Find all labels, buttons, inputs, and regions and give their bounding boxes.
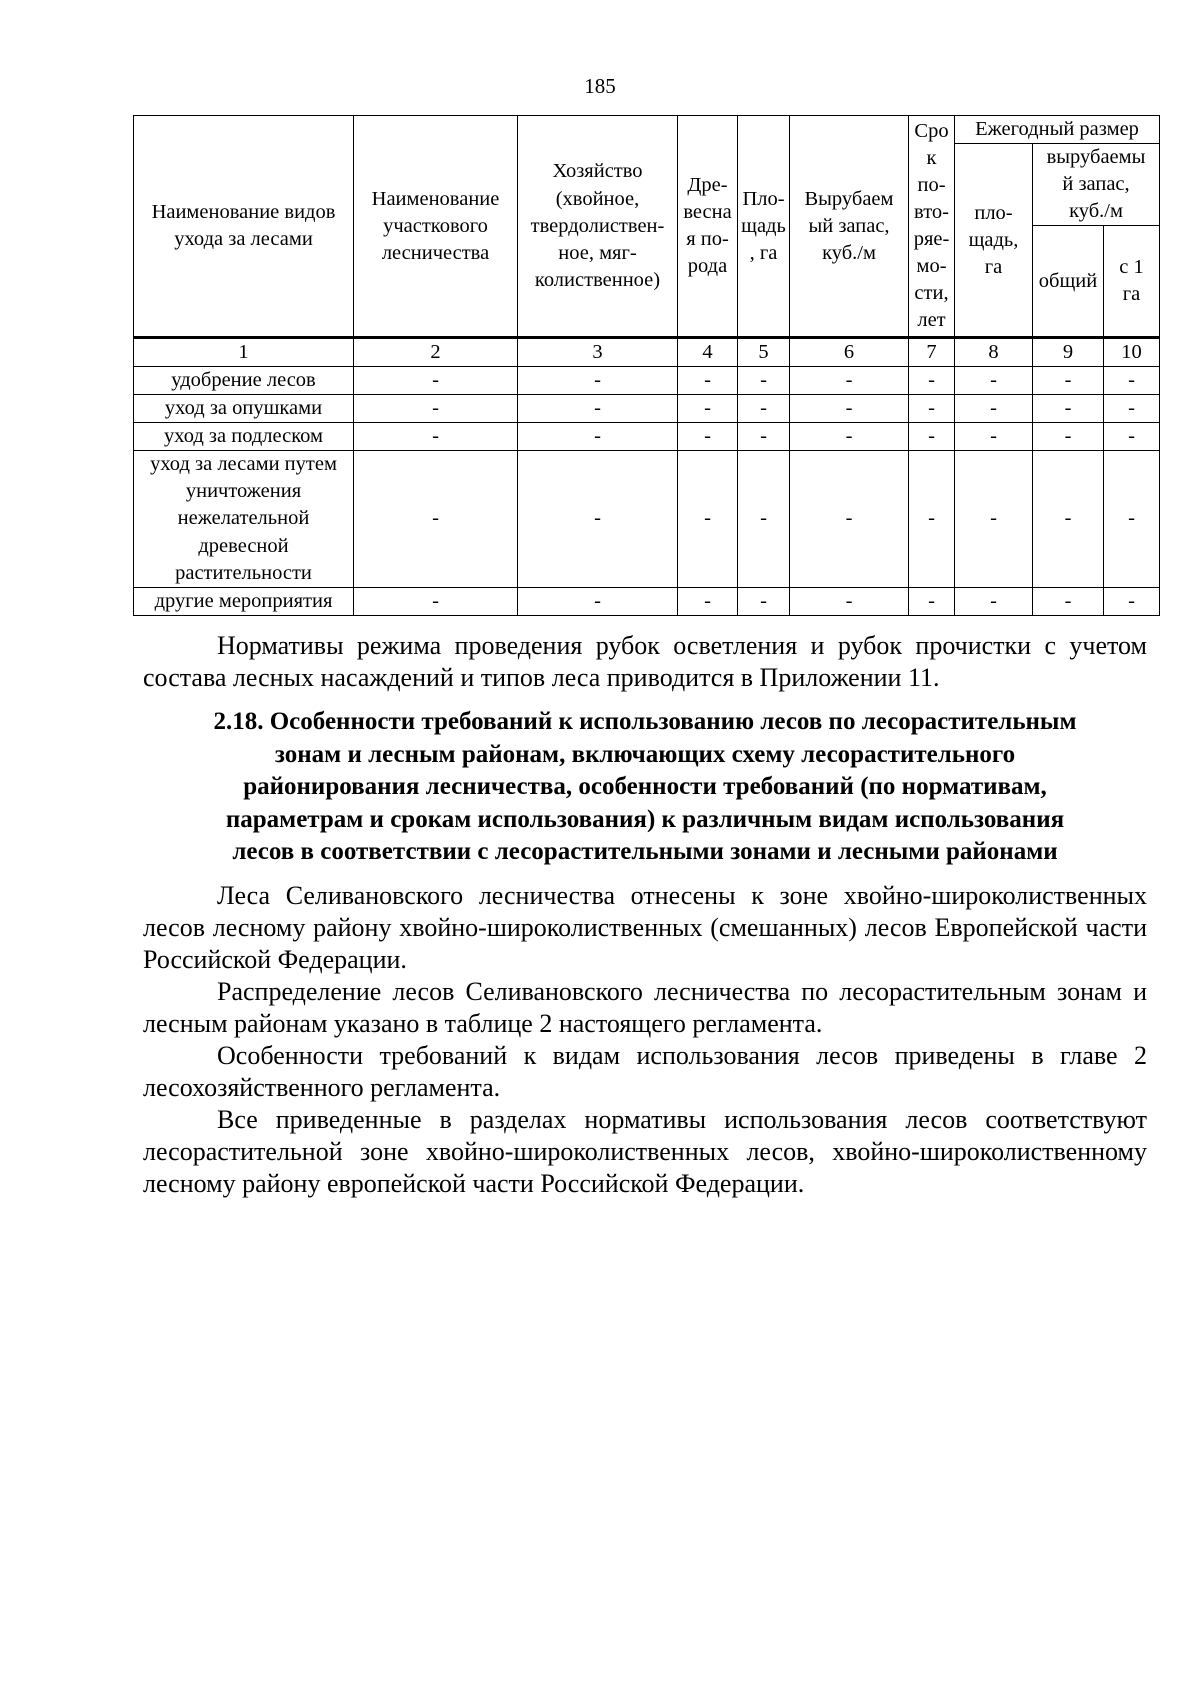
paragraph: Леса Селивановского лесничества отнесены к зоне хвойно-широколиственных лесов лесному району хвойно-широколиственных (смешанных) лесов Европейской части Российской Федерации. [143,881,1147,974]
table-row: уход за подлеском - - - - - - - - - [134,423,1160,451]
column-number-row: 1 2 3 4 5 6 7 8 9 10 [134,338,1160,367]
table-row: удобрение лесов - - - - - - - - - [134,367,1160,395]
section-heading: 2.18. Особенности требований к использованию лесов по лесорастительным зонам и лесным районам, включающих схему лесорастительного районирования лесничества, особенности требований (по нормативам, параметрам и срокам использования) к различным видам использования лесов в соответствии с лесорастительными зонами и лесными районами [213,708,1077,865]
paragraph: Особенности требований к видам использования лесов приведены в главе 2 лесохозяйственного регламента. [143,1041,1147,1102]
table-note: Нормативы режима проведения рубок осветления и рубок прочистки с учетом состава лесных насаждений и типов леса приводится в Приложении 11. [143,631,1147,692]
header-care-type: Наименование видов ухода за лесами [134,116,354,338]
header-economy: Хозяйство (хвойное, твердолиствен- ное, мяг- колиственное) [518,116,678,338]
table-row: другие мероприятия - - - - - - - - - [134,587,1160,615]
table-row: уход за лесами путем уничтожения нежелательной древесной растительности - - - - - - - - - [134,451,1160,587]
header-area: Пло- щадь , га [738,116,790,338]
body-text [143,880,1147,1200]
forest-care-table [133,115,1160,616]
header-forestry: Наименование участкового лесничества [354,116,518,338]
header-felling-stock: Вырубаем ый запас, куб./м [790,116,909,338]
header-annual-size: Ежегодный размер [955,116,1160,144]
header-stock-per-ha: с 1 га [1104,226,1160,338]
page-number: 185 [584,74,616,98]
paragraph: Все приведенные в разделах нормативы использования лесов соответствуют лесорастительной зоне хвойно-широколиственных лесов, хвойно-широколиственному лесному району европейской части Российской Федерации. [143,1105,1147,1198]
header-species: Дре- весна я по- рода [678,116,738,338]
paragraph: Распределение лесов Селивановского лесничества по лесорастительным зонам и лесным районам указано в таблице 2 настоящего регламента. [143,977,1147,1038]
header-stock-total: общий [1033,226,1104,338]
header-annual-area: пло- щадь, га [955,144,1033,338]
header-annual-stock: вырубаемы й запас, куб./м [1033,144,1160,226]
table-row: уход за опушками - - - - - - - - - [134,395,1160,423]
header-repeat-period: Сро к по- вто- ряе- мо- сти, лет [909,116,955,338]
